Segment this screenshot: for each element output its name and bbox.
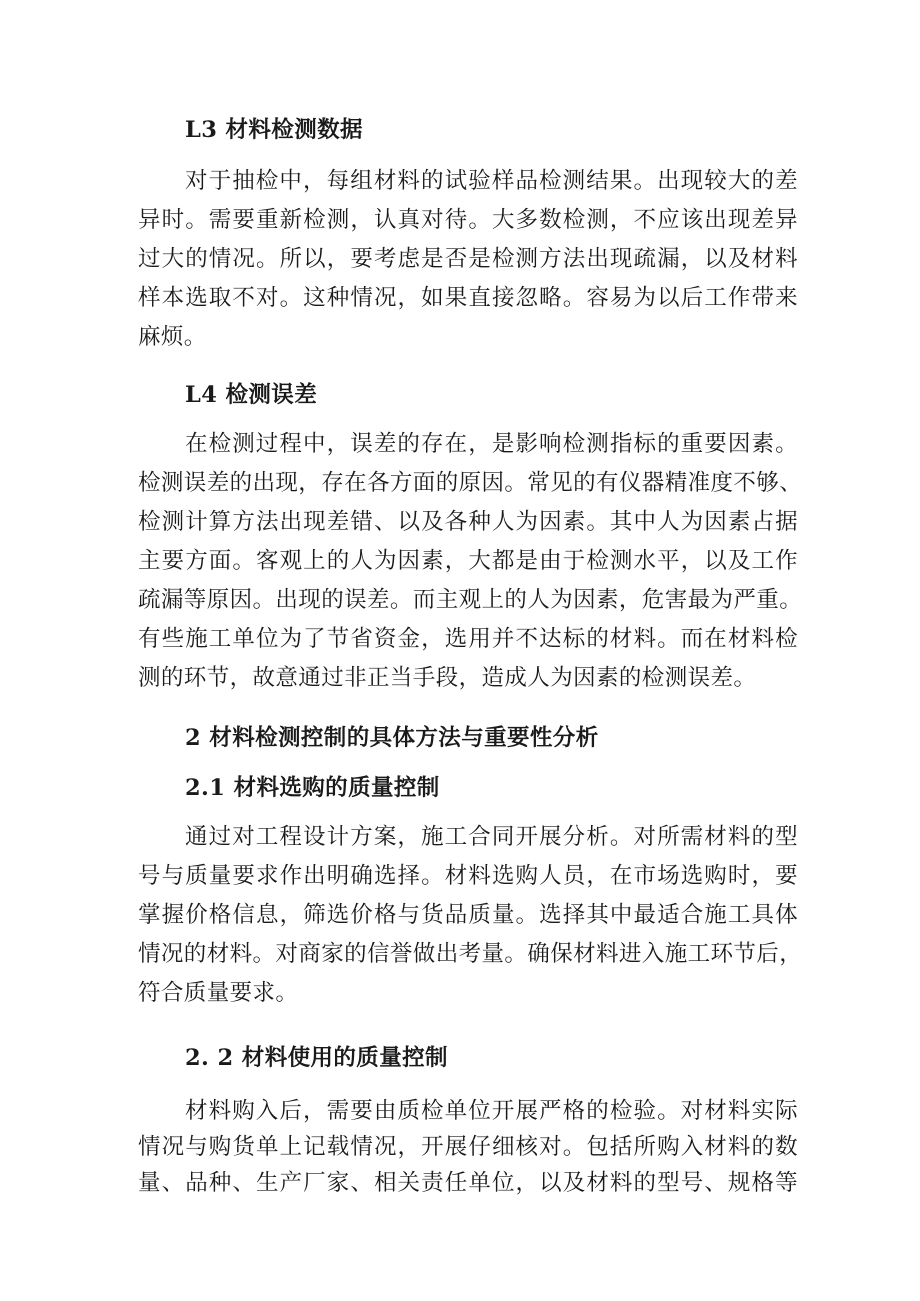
paragraph-material-data — [138, 162, 798, 357]
section-heading-2: 2 材料检测控制的具体方法与重要性分析 — [185, 725, 599, 751]
paragraph-line: 量、品种、生产厂家、相关责任单位，以及材料的型号、规格等 — [138, 1170, 798, 1196]
paragraph-line: 掌握价格信息，筛选价格与货品质量。选择其中最适合施工具体 — [138, 902, 798, 928]
paragraph-line: 麻烦。 — [138, 324, 207, 350]
paragraph-line: 对于抽检中，每组材料的试验样品检测结果。出现较大的差 — [185, 168, 798, 194]
paragraph-line: 样本选取不对。这种情况，如果直接忽略。容易为以后工作带来 — [138, 285, 798, 311]
section-heading-2-1: 2.1 材料选购的质量控制 — [185, 775, 440, 801]
paragraph-line: 有些施工单位为了节省资金，选用并不达标的材料。而在材料检 — [138, 626, 798, 652]
paragraph-line: 检测误差的出现，存在各方面的原因。常见的有仪器精准度不够、 — [138, 470, 803, 496]
paragraph-purchase-control — [138, 818, 803, 1013]
paragraph-line: 通过对工程设计方案，施工合同开展分析。对所需材料的型 — [185, 824, 798, 850]
paragraph-line: 号与质量要求作出明确选择。材料选购人员，在市场选购时，要 — [138, 863, 798, 889]
paragraph-line: 疏漏等原因。出现的误差。而主观上的人为因素，危害最为严重。 — [138, 587, 803, 613]
paragraph-detection-error — [138, 425, 803, 698]
paragraph-line: 在检测过程中，误差的存在，是影响检测指标的重要因素。 — [185, 431, 798, 457]
paragraph-line: 异时。需要重新检测，认真对待。大多数检测，不应该出现差异 — [138, 207, 798, 233]
paragraph-line: 情况与购货单上记载情况，开展仔细核对。包括所购入材料的数 — [138, 1134, 798, 1160]
paragraph-line: 主要方面。客观上的人为因素，大都是由于检测水平，以及工作 — [138, 548, 798, 574]
paragraph-line: 材料购入后，需要由质检单位开展严格的检验。对材料实际 — [185, 1098, 798, 1124]
section-heading-2-2: 2. 2 材料使用的质量控制 — [185, 1045, 448, 1071]
section-heading-l3: L3 材料检测数据 — [185, 117, 363, 143]
paragraph-usage-control — [138, 1093, 798, 1201]
paragraph-line: 符合质量要求。 — [138, 980, 299, 1006]
section-heading-l4: L4 检测误差 — [185, 382, 318, 408]
paragraph-line: 情况的材料。对商家的信誉做出考量。确保材料进入施工环节后， — [138, 941, 803, 967]
paragraph-line: 检测计算方法出现差错、以及各种人为因素。其中人为因素占据 — [138, 509, 798, 535]
paragraph-line: 过大的情况。所以，要考虑是否是检测方法出现疏漏，以及材料 — [138, 246, 798, 272]
paragraph-line: 测的环节，故意通过非正当手段，造成人为因素的检测误差。 — [138, 665, 757, 691]
